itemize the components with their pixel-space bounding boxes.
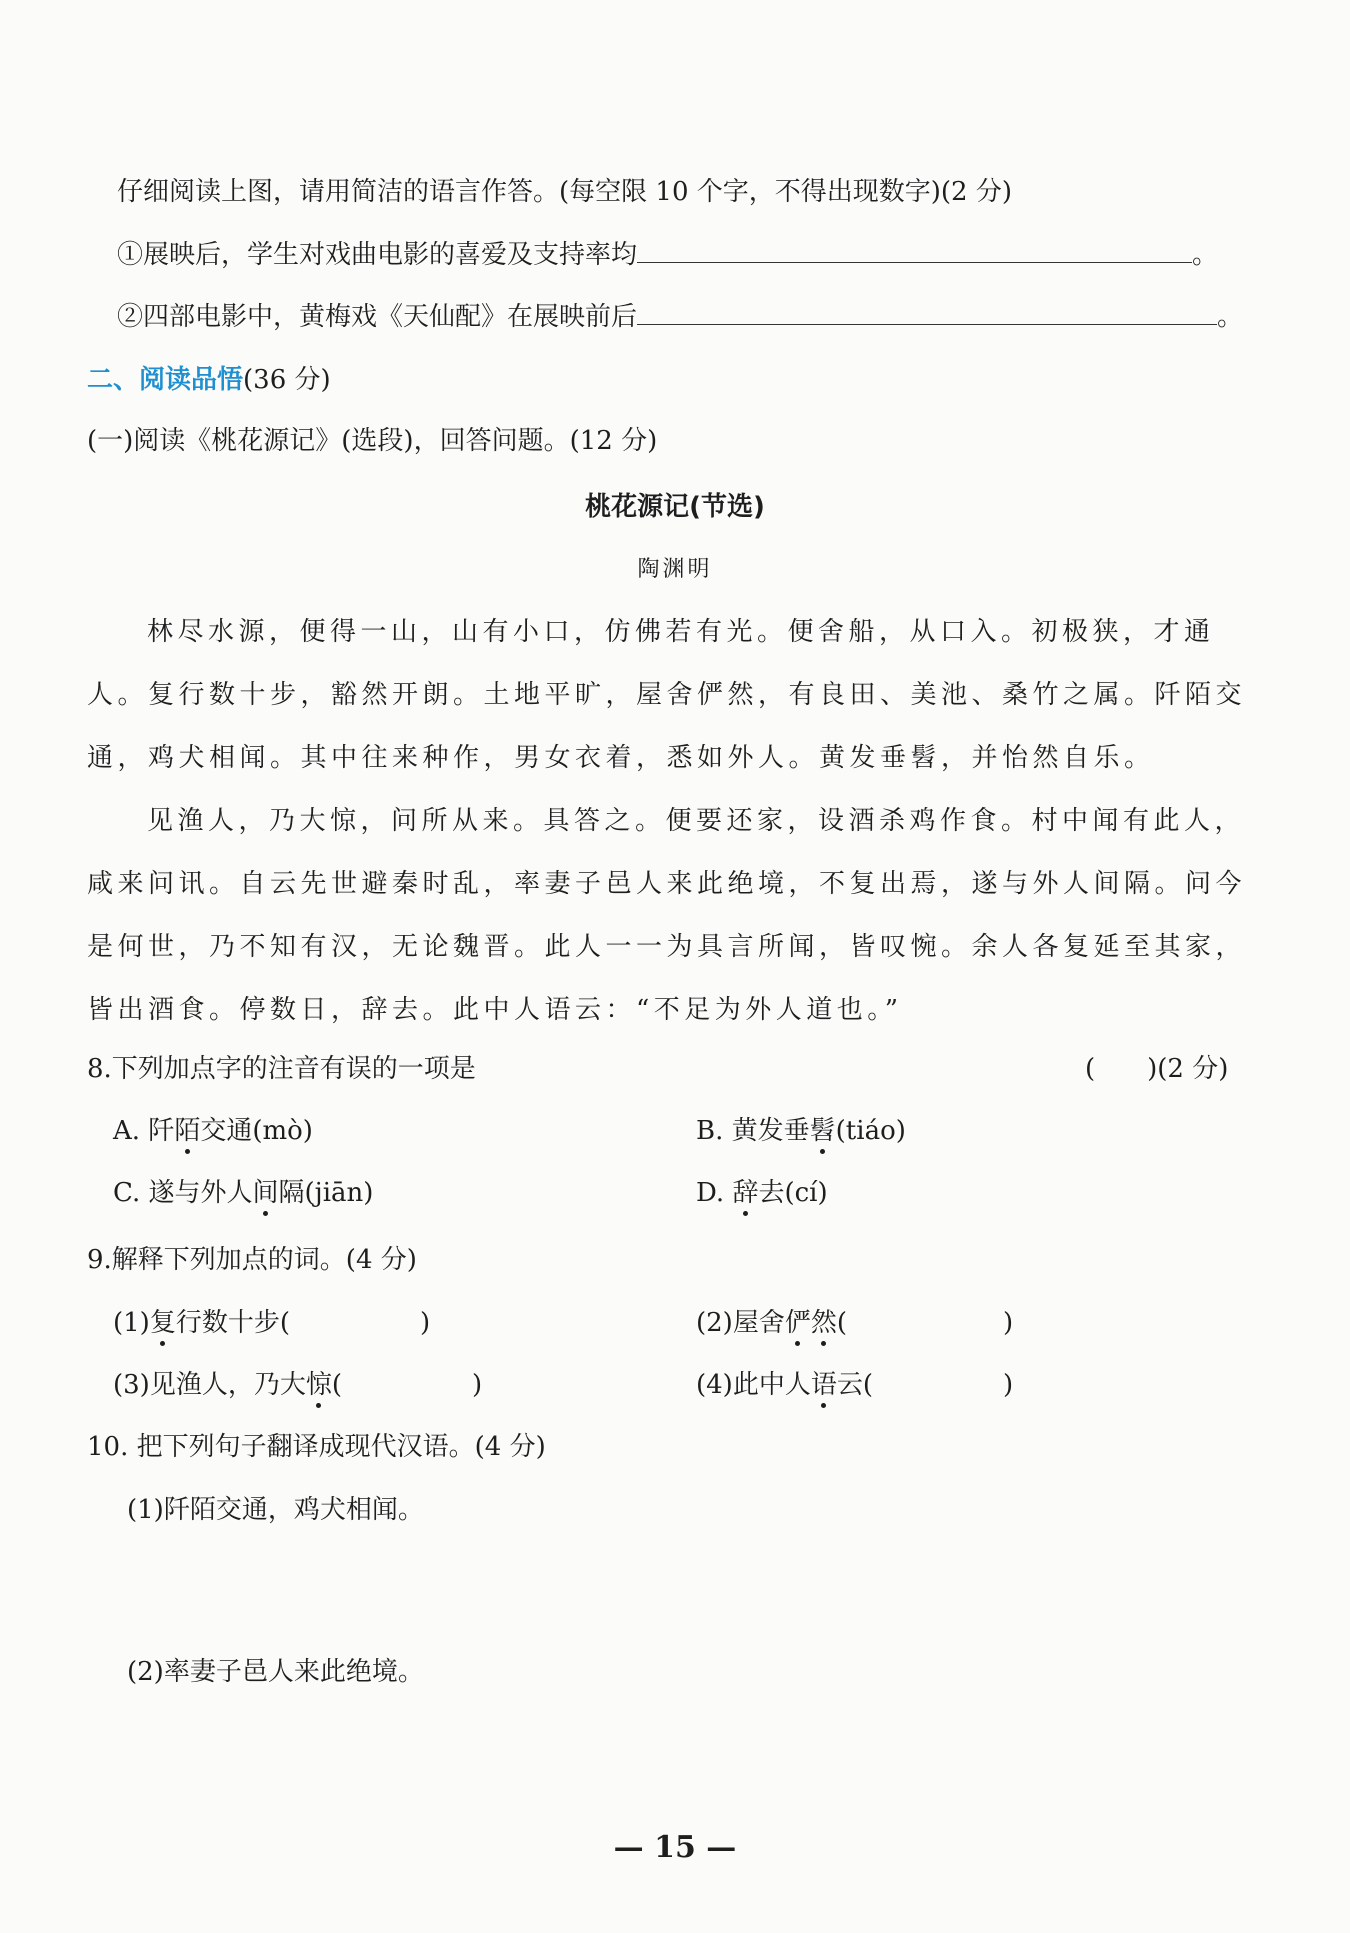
q9-stem: 9.解释下列加点的词。(4 分) (87, 1245, 417, 1275)
section-heading (87, 363, 331, 397)
q9-item-4-pre: (4)此中人 (696, 1370, 811, 1400)
q8-option-b[interactable] (696, 1114, 906, 1148)
q9-item-2-post: ( ) (836, 1308, 1014, 1338)
q8-option-a-post: 交通(mò) (200, 1116, 313, 1146)
dotted-char: 陌 (174, 1116, 201, 1146)
dotted-char: 语 (810, 1370, 837, 1400)
q8-answer-paren[interactable]: ( )(2 分) (1085, 1054, 1229, 1084)
q8-option-b-pre: B. 黄发垂 (696, 1116, 810, 1146)
q8-option-c-pre: C. 遂与外人 (113, 1178, 253, 1208)
passage-paragraph-2: 见渔人，乃大惊，问所从来。具答之。便要还家，设酒杀鸡作食。村中闻有此人，咸来问讯。自云先世避秦时乱，率妻子邑人来此绝境，不复出焉，遂与外人间隔。问今是何世，乃不知有汉，无论魏晋。此人一一为具言所闻，皆叹惋。余人各复延至其家，皆出酒食。停数日，辞去。此中人语云：“不足为外人道也。” (87, 806, 1247, 1025)
q7-instruction: 仔细阅读上图，请用简洁的语言作答。(每空限 10 个字，不得出现数字)(2 分) (117, 177, 1012, 207)
q7-answer-blank-1[interactable] (637, 236, 1192, 263)
q10-item-2: (2)率妻子邑人来此绝境。 (127, 1657, 424, 1687)
q8-stem: 8.下列加点字的注音有误的一项是 (87, 1054, 476, 1084)
q8-option-d-pre: D. (696, 1178, 733, 1208)
dotted-char: 复 (149, 1308, 176, 1338)
q7-item-2-text: ②四部电影中，黄梅戏《天仙配》在展映前后 (117, 302, 638, 332)
passage-author: 陶渊明 (637, 557, 713, 582)
dotted-char: 然 (810, 1308, 837, 1338)
q9-item-2-pre: (2)屋舍 (696, 1308, 785, 1338)
q8-option-a[interactable] (113, 1114, 313, 1148)
q9-item-1-pre: (1) (113, 1308, 150, 1338)
dotted-char: 髫 (809, 1116, 836, 1146)
q9-item-1-post: 行数十步( ) (175, 1308, 431, 1338)
q7-item-2-end: 。 (1217, 302, 1244, 332)
q8-option-a-pre: A. 阡 (113, 1116, 175, 1146)
q9-item-3[interactable] (113, 1368, 482, 1402)
q9-item-3-post: ( ) (331, 1370, 483, 1400)
q9-item-2[interactable] (696, 1306, 1013, 1340)
section-title: 二、阅读品悟 (87, 365, 244, 395)
page-number: — 15 — (613, 1830, 737, 1865)
q8-option-c[interactable] (113, 1176, 373, 1210)
q7-item-1-end: 。 (1192, 240, 1219, 270)
dotted-char: 俨 (784, 1308, 811, 1338)
q8-option-d-post: 去(cí) (758, 1178, 828, 1208)
q7-item-1-text: ①展映后，学生对戏曲电影的喜爱及支持率均 (117, 240, 638, 270)
q8-option-c-post: 隔(jiān) (278, 1178, 374, 1208)
q10-stem: 10. 把下列句子翻译成现代汉语。(4 分) (87, 1432, 546, 1462)
q7-answer-blank-2[interactable] (637, 298, 1217, 325)
section-score: (36 分) (243, 365, 331, 395)
passage-title: 桃花源记(节选) (585, 492, 765, 522)
q7-item-1 (117, 236, 1218, 272)
q9-item-3-pre: (3)见渔人，乃大 (113, 1370, 306, 1400)
q10-item-1: (1)阡陌交通，鸡犬相闻。 (127, 1495, 424, 1525)
dotted-char: 间 (252, 1178, 279, 1208)
q9-item-4-post: 云( ) (836, 1370, 1014, 1400)
q9-item-4[interactable] (696, 1368, 1013, 1402)
passage-paragraph-1: 林尽水源，便得一山，山有小口，仿佛若有光。便舍船，从口入。初极狭，才通人。复行数十步，豁然开朗。土地平旷，屋舍俨然，有良田、美池、桑竹之属。阡陌交通，鸡犬相闻。其中往来种作，男女衣着，悉如外人。黄发垂髫，并怡然自乐。 (87, 617, 1247, 773)
q8-option-d[interactable] (696, 1176, 828, 1210)
dotted-char: 辞 (732, 1178, 759, 1208)
q8-option-b-post: (tiáo) (835, 1116, 906, 1146)
dotted-char: 惊 (305, 1370, 332, 1400)
q9-item-1[interactable] (113, 1306, 430, 1340)
part1-intro: (一)阅读《桃花源记》(选段)，回答问题。(12 分) (87, 426, 658, 456)
q7-item-2 (117, 298, 1243, 334)
